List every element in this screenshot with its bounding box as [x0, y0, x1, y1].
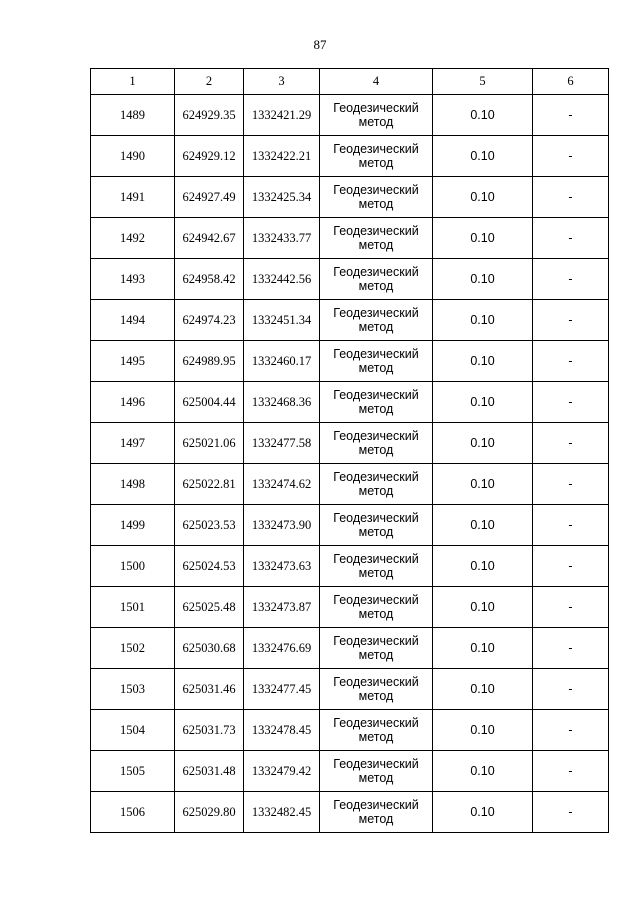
x-coordinate-cell: 624974.23	[175, 300, 244, 341]
note-cell: -	[533, 95, 609, 136]
note-cell: -	[533, 505, 609, 546]
y-coordinate-cell: 1332433.77	[244, 218, 320, 259]
accuracy-cell: 0.10	[433, 505, 533, 546]
x-coordinate-cell: 625031.73	[175, 710, 244, 751]
x-coordinate-cell: 625021.06	[175, 423, 244, 464]
note-cell: -	[533, 628, 609, 669]
coordinates-table	[90, 68, 609, 833]
table-row	[91, 464, 609, 505]
table-row	[91, 628, 609, 669]
point-number-cell: 1493	[91, 259, 175, 300]
method-line-2: метод	[358, 443, 394, 457]
x-coordinate-cell: 624958.42	[175, 259, 244, 300]
accuracy-cell: 0.10	[433, 300, 533, 341]
table-row	[91, 177, 609, 218]
note-cell: -	[533, 710, 609, 751]
x-coordinate-cell: 625029.80	[175, 792, 244, 833]
method-line-1: Геодезический	[333, 634, 419, 648]
method-line-2: метод	[358, 156, 394, 170]
point-number-cell: 1499	[91, 505, 175, 546]
method-line-2: метод	[358, 361, 394, 375]
accuracy-cell: 0.10	[433, 587, 533, 628]
method-line-2: метод	[358, 115, 394, 129]
y-coordinate-cell: 1332478.45	[244, 710, 320, 751]
method-cell	[320, 259, 433, 300]
method-line-2: метод	[358, 566, 394, 580]
accuracy-cell: 0.10	[433, 669, 533, 710]
accuracy-cell: 0.10	[433, 710, 533, 751]
y-coordinate-cell: 1332473.87	[244, 587, 320, 628]
method-line-2: метод	[358, 607, 394, 621]
point-number-cell: 1489	[91, 95, 175, 136]
point-number-cell: 1492	[91, 218, 175, 259]
column-header-4: 4	[320, 69, 433, 95]
x-coordinate-cell: 625004.44	[175, 382, 244, 423]
column-header-3: 3	[244, 69, 320, 95]
y-coordinate-cell: 1332425.34	[244, 177, 320, 218]
table-row	[91, 751, 609, 792]
method-cell	[320, 136, 433, 177]
method-line-1: Геодезический	[333, 675, 419, 689]
method-line-1: Геодезический	[333, 142, 419, 156]
accuracy-cell: 0.10	[433, 95, 533, 136]
method-cell	[320, 505, 433, 546]
method-line-1: Геодезический	[333, 593, 419, 607]
accuracy-cell: 0.10	[433, 382, 533, 423]
method-cell	[320, 587, 433, 628]
table-row	[91, 710, 609, 751]
method-cell	[320, 628, 433, 669]
point-number-cell: 1496	[91, 382, 175, 423]
y-coordinate-cell: 1332477.45	[244, 669, 320, 710]
note-cell: -	[533, 423, 609, 464]
method-line-1: Геодезический	[333, 347, 419, 361]
method-line-1: Геодезический	[333, 470, 419, 484]
method-line-2: метод	[358, 402, 394, 416]
accuracy-cell: 0.10	[433, 423, 533, 464]
method-cell	[320, 177, 433, 218]
y-coordinate-cell: 1332451.34	[244, 300, 320, 341]
y-coordinate-cell: 1332477.58	[244, 423, 320, 464]
point-number-cell: 1491	[91, 177, 175, 218]
y-coordinate-cell: 1332476.69	[244, 628, 320, 669]
y-coordinate-cell: 1332474.62	[244, 464, 320, 505]
x-coordinate-cell: 624929.12	[175, 136, 244, 177]
note-cell: -	[533, 751, 609, 792]
method-line-2: метод	[358, 279, 394, 293]
table-row	[91, 587, 609, 628]
column-header-2: 2	[175, 69, 244, 95]
method-cell	[320, 669, 433, 710]
method-line-2: метод	[358, 197, 394, 211]
point-number-cell: 1506	[91, 792, 175, 833]
table-row	[91, 300, 609, 341]
x-coordinate-cell: 625031.48	[175, 751, 244, 792]
point-number-cell: 1494	[91, 300, 175, 341]
y-coordinate-cell: 1332460.17	[244, 341, 320, 382]
note-cell: -	[533, 177, 609, 218]
method-cell	[320, 464, 433, 505]
method-line-1: Геодезический	[333, 183, 419, 197]
table-row	[91, 423, 609, 464]
method-line-2: метод	[358, 689, 394, 703]
y-coordinate-cell: 1332473.90	[244, 505, 320, 546]
method-line-2: метод	[358, 238, 394, 252]
note-cell: -	[533, 300, 609, 341]
x-coordinate-cell: 625030.68	[175, 628, 244, 669]
column-header-6: 6	[533, 69, 609, 95]
x-coordinate-cell: 625031.46	[175, 669, 244, 710]
y-coordinate-cell: 1332422.21	[244, 136, 320, 177]
method-line-2: метод	[358, 812, 394, 826]
y-coordinate-cell: 1332468.36	[244, 382, 320, 423]
table-row	[91, 505, 609, 546]
note-cell: -	[533, 341, 609, 382]
method-line-1: Геодезический	[333, 798, 419, 812]
x-coordinate-cell: 624942.67	[175, 218, 244, 259]
method-cell	[320, 382, 433, 423]
method-line-1: Геодезический	[333, 101, 419, 115]
y-coordinate-cell: 1332421.29	[244, 95, 320, 136]
note-cell: -	[533, 218, 609, 259]
x-coordinate-cell: 625023.53	[175, 505, 244, 546]
method-line-1: Геодезический	[333, 306, 419, 320]
table-row	[91, 341, 609, 382]
method-line-1: Геодезический	[333, 388, 419, 402]
point-number-cell: 1500	[91, 546, 175, 587]
page-number: 87	[313, 37, 327, 52]
point-number-cell: 1505	[91, 751, 175, 792]
method-line-1: Геодезический	[333, 716, 419, 730]
method-cell	[320, 546, 433, 587]
table-row	[91, 136, 609, 177]
method-line-2: метод	[358, 648, 394, 662]
method-line-1: Геодезический	[333, 552, 419, 566]
table-row	[91, 95, 609, 136]
accuracy-cell: 0.10	[433, 177, 533, 218]
column-header-1: 1	[91, 69, 175, 95]
note-cell: -	[533, 792, 609, 833]
note-cell: -	[533, 669, 609, 710]
accuracy-cell: 0.10	[433, 259, 533, 300]
method-line-2: метод	[358, 484, 394, 498]
table-header-row	[91, 69, 609, 95]
point-number-cell: 1490	[91, 136, 175, 177]
note-cell: -	[533, 546, 609, 587]
accuracy-cell: 0.10	[433, 792, 533, 833]
note-cell: -	[533, 136, 609, 177]
method-line-2: метод	[358, 525, 394, 539]
method-line-1: Геодезический	[333, 757, 419, 771]
table-row	[91, 382, 609, 423]
point-number-cell: 1498	[91, 464, 175, 505]
point-number-cell: 1503	[91, 669, 175, 710]
note-cell: -	[533, 587, 609, 628]
column-header-5: 5	[433, 69, 533, 95]
accuracy-cell: 0.10	[433, 751, 533, 792]
point-number-cell: 1497	[91, 423, 175, 464]
accuracy-cell: 0.10	[433, 341, 533, 382]
table-row	[91, 546, 609, 587]
method-line-1: Геодезический	[333, 511, 419, 525]
y-coordinate-cell: 1332442.56	[244, 259, 320, 300]
x-coordinate-cell: 624927.49	[175, 177, 244, 218]
method-cell	[320, 423, 433, 464]
x-coordinate-cell: 625022.81	[175, 464, 244, 505]
table-row	[91, 792, 609, 833]
x-coordinate-cell: 625024.53	[175, 546, 244, 587]
accuracy-cell: 0.10	[433, 136, 533, 177]
method-cell	[320, 95, 433, 136]
point-number-cell: 1495	[91, 341, 175, 382]
method-cell	[320, 218, 433, 259]
note-cell: -	[533, 259, 609, 300]
point-number-cell: 1504	[91, 710, 175, 751]
method-line-1: Геодезический	[333, 224, 419, 238]
table-row	[91, 669, 609, 710]
y-coordinate-cell: 1332479.42	[244, 751, 320, 792]
table-body	[91, 95, 609, 833]
method-line-2: метод	[358, 771, 394, 785]
accuracy-cell: 0.10	[433, 546, 533, 587]
method-line-1: Геодезический	[333, 429, 419, 443]
method-line-2: метод	[358, 320, 394, 334]
method-cell	[320, 300, 433, 341]
method-cell	[320, 751, 433, 792]
method-cell	[320, 710, 433, 751]
accuracy-cell: 0.10	[433, 628, 533, 669]
note-cell: -	[533, 464, 609, 505]
table-row	[91, 259, 609, 300]
note-cell: -	[533, 382, 609, 423]
table-row	[91, 218, 609, 259]
accuracy-cell: 0.10	[433, 218, 533, 259]
method-cell	[320, 792, 433, 833]
x-coordinate-cell: 624929.35	[175, 95, 244, 136]
method-line-2: метод	[358, 730, 394, 744]
y-coordinate-cell: 1332482.45	[244, 792, 320, 833]
accuracy-cell: 0.10	[433, 464, 533, 505]
method-cell	[320, 341, 433, 382]
point-number-cell: 1501	[91, 587, 175, 628]
x-coordinate-cell: 625025.48	[175, 587, 244, 628]
point-number-cell: 1502	[91, 628, 175, 669]
method-line-1: Геодезический	[333, 265, 419, 279]
x-coordinate-cell: 624989.95	[175, 341, 244, 382]
y-coordinate-cell: 1332473.63	[244, 546, 320, 587]
